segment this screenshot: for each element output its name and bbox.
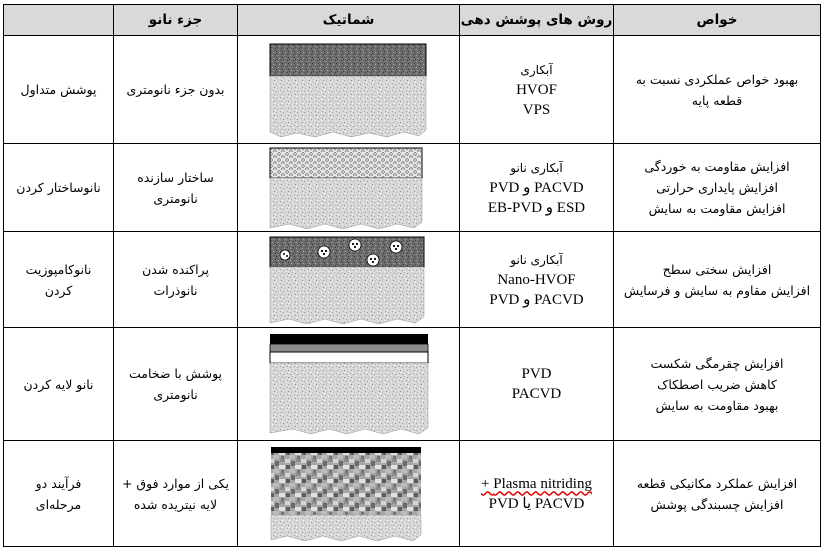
methods-cell — [460, 232, 614, 328]
schematic-cell — [238, 328, 460, 441]
property-line: افزایش چسبندگی پوشش — [650, 496, 784, 512]
method-line: آبکاری نانو — [510, 252, 563, 267]
nano-part-line: ساختار سازنده — [137, 169, 214, 185]
property-line: بهبود مقاومت به سایش — [655, 397, 779, 413]
table-row — [4, 232, 821, 328]
method-line: HVOF — [516, 81, 557, 98]
nanolayer-coating-schematic — [269, 332, 429, 436]
header-methods: روش های پوشش دهی — [460, 5, 614, 36]
property-line: بهبود خواص عملکردی نسبت به — [635, 71, 799, 87]
nanocomposite-coating-schematic — [269, 235, 429, 325]
table-row — [4, 144, 821, 232]
method-line: PACVD — [511, 386, 562, 402]
property-line: افزایش سختی سطح — [662, 261, 772, 277]
type-cell — [4, 144, 114, 232]
schematic-cell — [238, 232, 460, 328]
methods-cell — [460, 36, 614, 144]
nano-part-cell — [114, 328, 238, 441]
table-row — [4, 441, 821, 547]
type-label: نانوساختار کردن — [16, 180, 101, 195]
method-line: PVD — [521, 366, 552, 382]
property-line: افزایش عملکرد مکانیکی قطعه — [636, 475, 798, 491]
method-line-main: Plasma nitriding + — [481, 475, 592, 492]
nano-part-line: یکی از موارد فوق + — [121, 475, 230, 491]
nano-part-line: بدون جزء نانومتری — [126, 82, 225, 97]
properties-cell — [614, 232, 821, 328]
type-label-line: کردن — [44, 282, 73, 298]
header-properties: خواص — [614, 5, 821, 36]
conventional-coating-schematic — [269, 42, 429, 138]
nano-part-line: نانومتری — [153, 387, 198, 402]
nano-part-line: نانومتری — [153, 190, 198, 206]
property-line: افزایش پایداری حرارتی — [656, 180, 778, 195]
methods-cell — [460, 144, 614, 232]
type-cell — [4, 328, 114, 441]
table-row — [4, 36, 821, 144]
type-label-line: فرآیند دو — [35, 475, 82, 491]
nano-part-cell — [114, 36, 238, 144]
nano-part-cell — [114, 441, 238, 547]
type-label: نانو لایه کردن — [23, 376, 94, 392]
nano-part-line: پوشش با ضخامت — [128, 366, 223, 381]
property-line: کاهش ضریب اصطکاک — [657, 376, 777, 392]
type-label-line: نانوکامپوزیت — [25, 261, 92, 277]
type-label: پوشش متداول — [20, 82, 97, 97]
properties-cell — [614, 144, 821, 232]
methods-cell — [460, 441, 614, 547]
nano-part-cell — [114, 232, 238, 328]
method-line: PACVD یا PVD — [488, 495, 585, 512]
header-type — [4, 5, 114, 36]
nano-part-line: پراکنده شدن — [142, 261, 209, 277]
method-line — [460, 474, 613, 494]
property-line: افزایش مقاومت به سایش — [648, 201, 786, 216]
nano-part-line: نانوذرات — [153, 282, 198, 298]
schematic-cell — [238, 36, 460, 144]
property-line: قطعه پایه — [691, 92, 743, 108]
schematic-cell — [238, 441, 460, 547]
nano-part-cell — [114, 144, 238, 232]
method-line: Nano-HVOF — [497, 271, 576, 288]
type-cell — [4, 441, 114, 547]
type-label-line: مرحله‌ای — [35, 496, 82, 512]
property-line: افزایش مقاوم به سایش و فرسایش — [623, 282, 811, 298]
header-nano-part: جزء نانو — [114, 5, 238, 36]
method-line: PACVD و PVD — [489, 291, 584, 308]
method-line: ESD و EB-PVD — [487, 199, 586, 216]
table-row — [4, 328, 821, 441]
property-line: افزایش چقرمگی شکست — [650, 355, 784, 371]
header-row — [4, 5, 821, 36]
properties-cell — [614, 441, 821, 547]
coatings-table — [3, 4, 821, 547]
property-line: افزایش مقاومت به خوردگی — [644, 159, 790, 174]
method-line: PACVD و PVD — [489, 179, 584, 196]
type-cell — [4, 232, 114, 328]
properties-cell — [614, 36, 821, 144]
nano-part-line: لایه نیتریده شده — [133, 496, 218, 512]
method-line: آبکاری نانو — [510, 160, 563, 175]
nanostructured-coating-schematic — [269, 146, 429, 230]
methods-cell — [460, 328, 614, 441]
type-cell — [4, 36, 114, 144]
properties-cell — [614, 328, 821, 441]
method-line: VPS — [522, 101, 551, 118]
header-schematic: شماتیک — [238, 5, 460, 36]
schematic-cell — [238, 144, 460, 232]
two-stage-process-schematic — [269, 445, 429, 543]
method-line: آبکاری — [520, 62, 553, 77]
